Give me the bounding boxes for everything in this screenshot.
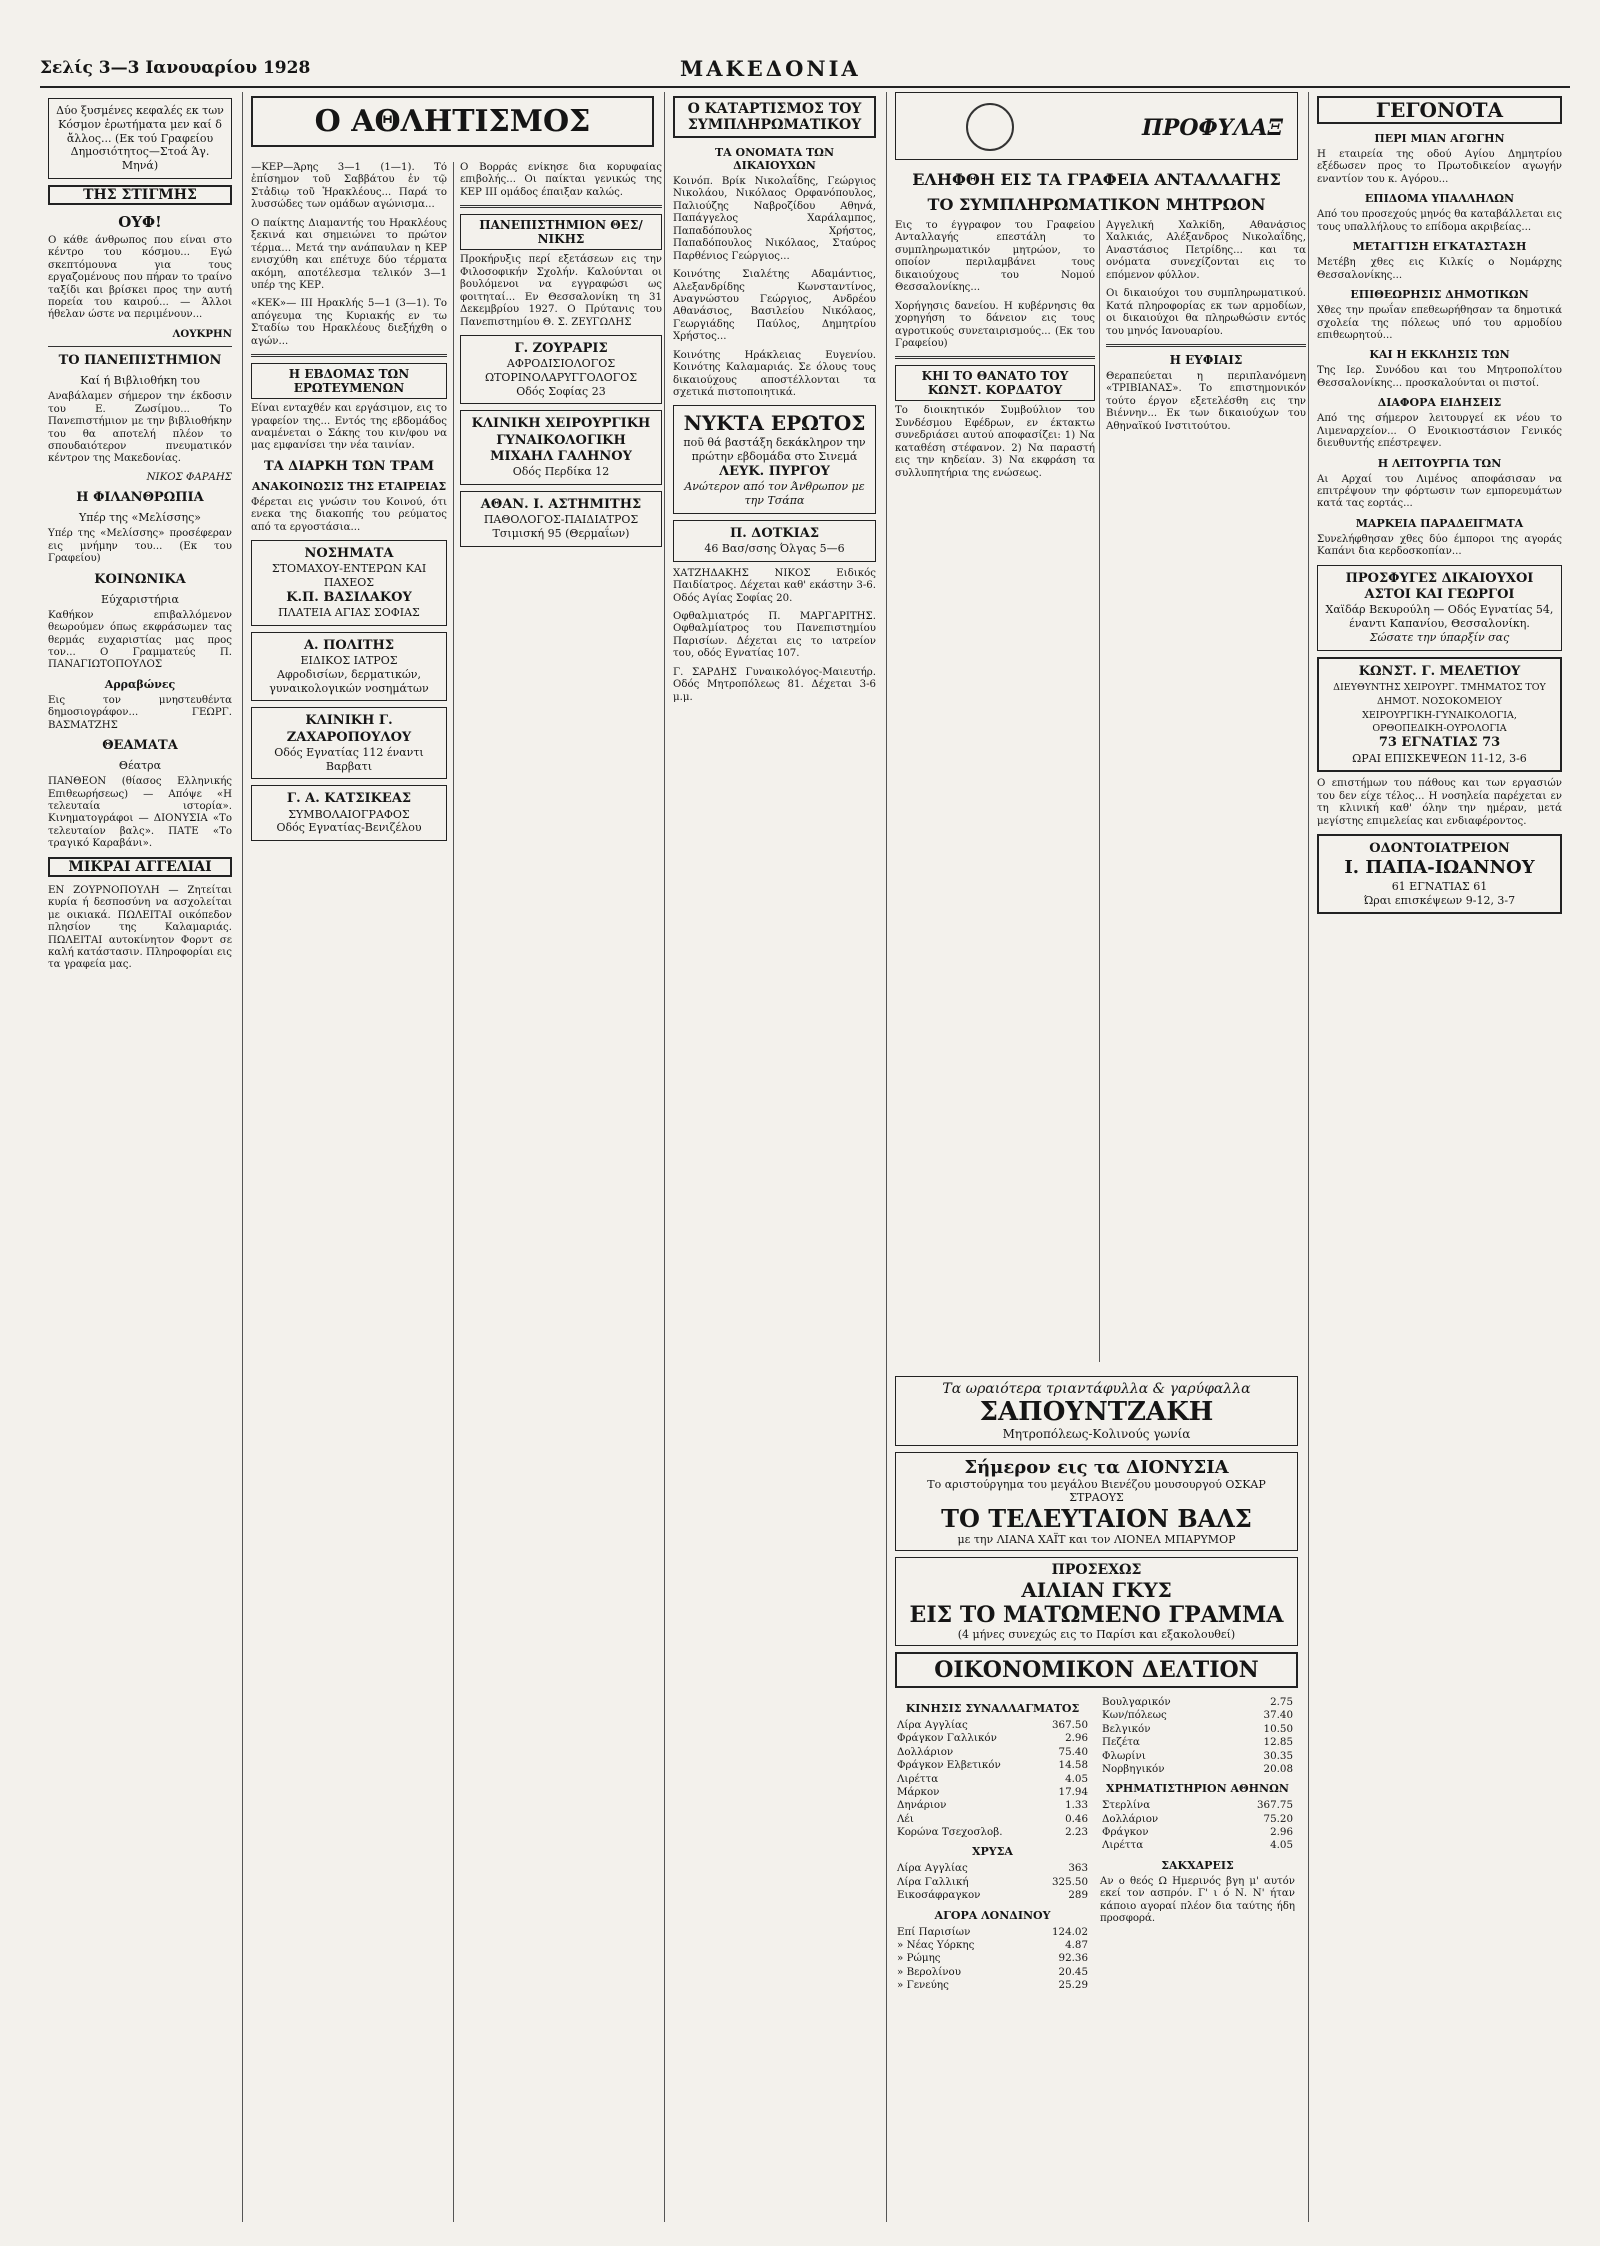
ad-zourarhs — [460, 335, 662, 405]
prosfyges-tagline: Σώσατε την ύπαρξίν σας — [1369, 630, 1510, 644]
rate-value: 20.08 — [1263, 1762, 1293, 1775]
masthead: ΜΑΚΕΔΟΝΙΑ — [680, 56, 861, 81]
prosfyges-body: Χαϊδάρ Βεκυρούλη — Οδός Εγνατίας 54, έναντι Καπανίου, Θεσσαλονίκη. — [1325, 603, 1554, 630]
zach-title: ΣΑΚΧΑΡΕΙΣ — [1161, 1858, 1234, 1872]
sun-icon — [966, 103, 1014, 151]
dion-subtitle: Το αριστούργημα του μεγάλου Βιενέζου μουσουργού ΟΣΚΑΡ ΣΤΡΑΟΥΣ — [927, 1478, 1266, 1504]
pros-movie: ΕΙΣ ΤΟ ΜΑΤΩΜΕΝΟ ΓΡΑΜΜΑ — [909, 1602, 1284, 1628]
rate-label: Νορβηγικόν — [1102, 1762, 1165, 1775]
kat-body-2: Κοινότης Σιαλέτης Αδαμάντιος, Αλεξανδρίδης Κωνσταντίνος, Αναγνώστου Γεώργιος, Ανδρέου Αθανάσιος, Βασιλείου Νικόλαος, Γεωργιάδης Παύλος, Δημητρίου Χρήστος... — [673, 269, 876, 343]
sports-body-2: Ο παίκτης Διαμαντής του Ηρακλέους ξεκινά και σημειώνει το πρώτον τέρμα... Μετά την ανάπαυλαν η ΚΕΡ ενισχύθη και επέτυχε δύο τέρματα ακόμη, αποτέλεσμα τελικόν 3—1 υπέρ της ΚΕΡ. — [251, 217, 447, 291]
g2-body: Από του προσεχούς μηνός θα καταβάλλεται εις τους υπαλλήλους το επίδομα ακριβείας... — [1317, 209, 1562, 233]
ad-astimitis-title: ΑΘΑΝ. Ι. ΑΣΤΗΜΙΤΗΣ — [480, 496, 642, 512]
rate-label: Εικοσάφραγκον — [897, 1889, 981, 1902]
stigmi-signature: ΛΟΥΚΡΗΝ — [172, 327, 232, 340]
rate-label: Φράγκον — [1102, 1826, 1149, 1838]
rate-value: 367.75 — [1256, 1799, 1293, 1812]
rate-row — [1100, 1709, 1295, 1722]
ad-kliniki — [460, 410, 662, 485]
rate-value: 289 — [1068, 1889, 1088, 1902]
col4-right — [1099, 220, 1306, 1362]
rate-label: Λίρα Γαλλική — [897, 1875, 969, 1888]
pros-name: ΑΙΛΙΑΝ ΓΚΥΣ — [1021, 1578, 1172, 1602]
rate-label: Κων/πόλεως — [1102, 1709, 1167, 1722]
g8-title: ΜΑΡΚΕΙΑ ΠΑΡΑΔΕΙΓΜΑΤΑ — [1355, 516, 1524, 530]
koin-subtitle: Εύχαριστήρια — [101, 592, 179, 606]
rate-value: 363 — [1068, 1862, 1088, 1875]
g6-title: ΔΙΑΦΟΡΑ ΕΙΔΗΣΕΙΣ — [1377, 396, 1502, 410]
ad-nyxta-erotos — [673, 405, 876, 513]
koin-title: ΚΟΙΝΩΝΙΚΑ — [94, 571, 186, 587]
ad-politis-title: Α. ΠΟΛΙΤΗΣ — [303, 637, 395, 653]
rate-value: 14.58 — [1058, 1759, 1088, 1772]
rate-label: Λιρέττα — [1102, 1839, 1144, 1852]
ebd-title: Η ΕΒΔΟΜΑΣ ΤΩΝ ΕΡΩΤΕΥΜΕΝΩΝ — [251, 363, 447, 399]
column-2 — [242, 92, 662, 2222]
odont-hours: Ώραι επισκέψεων 9-12, 3-7 — [1363, 893, 1516, 907]
pros-note: (4 μήνες συνεχώς εις το Παρίσι και εξακολουθεί) — [957, 1628, 1236, 1641]
pan-title: ΤΟ ΠΑΝΕΠΙΣΤΗΜΙΟΝ — [58, 353, 222, 369]
stigmi-body: Ο κάθε άνθρωπος που είναι στο κέντρο του κόσμου... Εγώ σκεπτόμουνα για τους εργαζομένους που πήραν το τραίνο ταξίδι και βρίσκει προς την αυτή πορεία του καιρού... — Άλλοι ήθελαν ώστε να περιμένουν... — [48, 234, 232, 321]
rate-row — [1100, 1736, 1295, 1749]
ad-zourarhs-sub: ΑΦΡΟΔΙΣΙΟΛΟΓΟΣ ΩΤΟΡΙΝΟΛΑΡΥΓΓΟΛΟΓΟΣ — [484, 357, 638, 384]
rate-label: Φλωρίνι — [1102, 1749, 1146, 1762]
thav-body: Το διοικητικόν Συμβούλιον του Συνδέσμου Εφέδρων, εν έκτακτω συνεδριάσει αυτού αποφασίζει: 1) Να καταθέση στέφανον. 2) Να παραστή εις την κηδείαν. 3) Να εκφράση τα συλλυπητήρια της ενώσεως. — [895, 405, 1095, 479]
ad-kliniki-title: ΚΛΙΝΙΚΗ ΧΕΙΡΟΥΡΓΙΚΗ ΓΥΝΑΙΚΟΛΟΓΙΚΗ — [471, 416, 651, 448]
dion-movie: ΤΟ ΤΕΛΕΥΤΑΙΟΝ ΒΑΛΣ — [941, 1504, 1252, 1533]
rate-row — [895, 1719, 1090, 1732]
ad-hatzidakis: ΧΑΤΖΗΔΑΚΗΣ ΝΙΚΟΣ Ειδικός Παιδίατρος. Δέχεται καθ' εκάστην 3-6. Οδός Αγίας Σοφίας 20. — [673, 567, 876, 604]
rate-row — [895, 1826, 1090, 1839]
arrav-body: Εις τον μνηστευθέντα δημοσιογράφον... ΓΕΩΡΓ. ΒΑΣΜΑΤΖΗΣ — [48, 694, 232, 731]
filo-title: Η ΦΙΛΑΝΘΡΩΠΙΑ — [76, 490, 204, 506]
pan-subtitle: Καί ή Βιβλιοθήκη του — [80, 374, 200, 388]
ad-zacharopoulos — [251, 707, 447, 779]
intro-text: Δύο ξυσμένες κεφαλές εκ των Κόσμον ἐρωτήματα μεν καί δ ἄλλος... (Εκ τού Γραφείου Δημοσιότητος—Στοά Άγ. Μηνά) — [56, 104, 224, 172]
nyxta-tagline: Ανώτερον από τον Άνθρωπον με την Τσάπα — [684, 480, 865, 507]
rate-value: 1.33 — [1065, 1799, 1088, 1812]
chr-title: ΧΡΥΣΑ — [972, 1845, 1013, 1859]
divider — [251, 354, 447, 357]
issue-date: Σελίς 3—3 Ιανουαρίου 1928 — [40, 58, 311, 78]
ad-astimitis-sub: ΠΑΘΟΛΟΓΟΣ-ΠΑΙΔΙΑΤΡΟΣ — [483, 513, 639, 527]
rate-row — [895, 1813, 1090, 1826]
ad-katsikeas-title: Γ. Α. ΚΑΤΣΙΚΕΑΣ — [286, 791, 412, 807]
rate-row — [895, 1799, 1090, 1812]
mikr-title: ΜΙΚΡΑΙ ΑΓΓΕΛΙΑΙ — [48, 857, 232, 877]
finance-right — [1100, 1696, 1295, 1932]
ad-dotkias-address: 46 Βασ/σσης Όλγας 5—6 — [704, 541, 845, 555]
mikr-body: ΕΝ ΖΟΥΡΝΟΠΟΥΛΗ — Ζητείται κυρία ή δεσποσύνη να ασχολείται με οικιακά. ΠΩΛΕΙΤΑΙ οικόπεδον πλησίον της Καλαμαριάς. ΠΩΛΕΙΤΑΙ αυτοκίνητον Φορντ σε καλή κατάστασιν. Πληροφορίαι εις τα γραφεία μας. — [48, 884, 232, 971]
rate-value: 2.75 — [1270, 1696, 1293, 1708]
rate-row — [895, 1979, 1090, 1992]
col5-body: Ο επιστήμων του πάθους και των εργασιών του δεν είχε τέλος... Η νοσηλεία παρέχεται εν τη κλινική καθ' όλην την ημέραν, μετά μεγίστης επιμελείας και ενδιαφέροντος. — [1317, 778, 1562, 827]
rate-value: 4.05 — [1065, 1772, 1088, 1785]
rate-value: 2.96 — [1065, 1732, 1088, 1745]
pros-title: ΠΡΟΣΕΧΩΣ — [1051, 1562, 1142, 1578]
rate-row — [895, 1966, 1090, 1979]
pan-signature: ΝΙΚΟΣ ΦΑΡΑΗΣ — [146, 471, 232, 483]
rate-label: Κορώνα Τσεχοσλοβ. — [897, 1826, 1003, 1838]
intro-box — [48, 98, 232, 179]
rate-row — [895, 1939, 1090, 1952]
ad-nosimata-sub: ΣΤΟΜΑΧΟΥ-ΕΝΤΕΡΩΝ ΚΑΙ ΠΑΧΕΟΣ — [271, 562, 427, 590]
ad-zourarhs-address: Οδός Σοφίας 23 — [516, 384, 606, 398]
column-4 — [886, 92, 1306, 2222]
rate-label: Φράγκον Ελβετικόν — [897, 1759, 1001, 1772]
efem-body: Θεραπεύεται η περιπλανόμενη «ΤΡΙΒΙΑΝΑΣ». Το επιστημονικόν τούτο έργον εξετελέσθη εις την Βιέννην... Εκ των δικαιούχων του Αθηναϊκού Ινστιτούτου. — [1106, 370, 1306, 432]
rate-label: Μάρκον — [897, 1785, 940, 1798]
ad-nosimata-address: ΠΛΑΤΕΙΑ ΑΓΙΑΣ ΣΟΦΙΑΣ — [278, 606, 420, 620]
column-1 — [40, 92, 240, 2222]
rate-row — [1100, 1723, 1295, 1736]
ad-sardis: Γ. ΣΑΡΔΗΣ Γυναικολόγος-Μαιευτήρ. Οδός Μητροπόλεως 81. Δέχεται 3-6 μ.μ. — [673, 666, 876, 703]
kat-body-1: Κοινόπ. Βρίκ Νικολαΐδης, Γεώργιος Νικολάου, Νικόλαος Ορφανόπουλος, Παλιούζης Ναβροζίδου Αθηνά, Παπάγγελος Χαράλαμπος, Παπαδόπουλος Χρήστος, Παπαδόπουλος Νικόλαος, Σταύρος Παρθένιος Γεώργιος... — [673, 176, 876, 262]
ebd-body: Είναι ενταχθέν και εργάσιμον, εις το γραφείον της... Εντός της εβδομάδος αναμένεται ο Σάκης του κιν/φου να μας εμφανίσει την νέα ταινίαν. — [251, 403, 447, 452]
ad-margaritis: Οφθαλμιατρός Π. ΜΑΡΓΑΡΙΤΗΣ. Οφθαλμίατρος του Πανεπιστημίου Παρισίων. Δέχεται εις το ιατρείον του, οδός Εγνατίας 107. — [673, 611, 876, 660]
rate-label: Δολλάριον — [897, 1745, 954, 1758]
rate-value: 124.02 — [1051, 1925, 1088, 1938]
elth-body-3: Χορήγησις δανείου. Η κυβέρνησις θα χορηγήση το δάνειον εις τους αγροτικούς συνεταιρισμούς... (Εκ του Γραφείου) — [895, 300, 1095, 349]
page-header — [40, 52, 1570, 88]
g5-body: Της Ιερ. Συνόδου και του Μητροπολίτου Θεσσαλονίκης... προσκαλούνται οι πιστοί. — [1317, 365, 1562, 389]
rate-row — [1100, 1826, 1295, 1839]
rate-value: 325.50 — [1051, 1875, 1088, 1888]
rate-row — [895, 1773, 1090, 1786]
dion-title: Σήμερον εις τα ΔΙΟΝΥΣΙΑ — [964, 1457, 1229, 1478]
odont-address: 61 ΕΓΝΑΤΙΑΣ 61 — [1391, 879, 1488, 893]
odont-title: ΟΔΟΝΤΟΙΑΤΡΕΙΟΝ — [1369, 841, 1510, 856]
column-5 — [1308, 92, 1570, 2222]
thav-title: ΚΗΙ ΤΟ ΘΑΝΑΤΟ ΤΟΥ ΚΩΝΣΤ. ΚΟΡΔΑΤΟΥ — [895, 365, 1095, 401]
gegonota-title: ΓΕΓΟΝΟΤΑ — [1317, 96, 1562, 124]
tram-subtitle: ΑΝΑΚΟΙΝΩΣΙΣ ΤΗΣ ΕΤΑΙΡΕΙΑΣ — [251, 479, 447, 493]
col4-bottom — [895, 1370, 1298, 2222]
rate-row — [1100, 1813, 1295, 1826]
arrav-title: Αρραβώνες — [104, 677, 176, 691]
elth-title: ΕΛΗΦΘΗ ΕΙΣ ΤΑ ΓΡΑΦΕΙΑ ΑΝΤΑΛΛΑΓΗΣ — [912, 170, 1281, 189]
efem-title: Η ΕΥΦΙΑΙΣ — [1169, 352, 1243, 367]
rate-value: 37.40 — [1263, 1709, 1293, 1722]
stigmi-subtitle: ΟΥΦ! — [118, 212, 162, 231]
rate-row — [1100, 1839, 1295, 1852]
rate-label: Φράγκον Γαλλικόν — [897, 1732, 997, 1745]
g3-body: Μετέβη χθες εις Κιλκίς ο Νομάρχης Θεσσαλονίκης... — [1317, 257, 1562, 281]
cur2-table — [1100, 1696, 1295, 1776]
rate-value: 12.85 — [1263, 1736, 1293, 1749]
ad-kliniki-address: Οδός Περδίκα 12 — [512, 465, 610, 479]
ad-prosexos — [895, 1557, 1298, 1646]
cur-table — [895, 1719, 1090, 1839]
rate-row — [895, 1786, 1090, 1799]
g3-title: ΜΕΤΑΓΓΙΣΗ ΕΓΚΑΤΑΣΤΑΣΗ — [1352, 240, 1527, 254]
rate-label: » Γενεύης — [897, 1979, 949, 1991]
divider — [895, 356, 1095, 359]
rate-label: Βουλγαρικόν — [1102, 1696, 1171, 1708]
rate-label: » Βερολίνου — [897, 1965, 962, 1978]
agor-table — [895, 1926, 1090, 1993]
rate-row — [895, 1759, 1090, 1772]
rate-value: 75.20 — [1263, 1812, 1293, 1825]
finance-left — [895, 1696, 1090, 1992]
rate-value: 367.50 — [1051, 1719, 1088, 1731]
xrim-title: ΧΡΗΜΑΤΙΣΤΗΡΙΟΝ ΑΘΗΝΩΝ — [1106, 1782, 1289, 1796]
meletiou-hours: ΩΡΑΙ ΕΠΙΣΚΕΨΕΩΝ 11-12, 3-6 — [1352, 751, 1527, 765]
ad-odontiatreion — [1317, 834, 1562, 914]
tram-title: ΤΑ ΔΙΑΡΚΗ ΤΩΝ ΤΡΑΜ — [263, 458, 434, 474]
rate-label: Δολλάριον — [1102, 1812, 1159, 1825]
ad-zacharopoulos-title: ΚΛΙΝΙΚΗ Γ. ΖΑΧΑΡΟΠΟΥΛΟΥ — [286, 713, 412, 745]
rate-label: Πεζέτα — [1102, 1736, 1140, 1749]
chr-table — [895, 1862, 1090, 1902]
filo-subtitle: Υπέρ της «Μελίσσης» — [79, 511, 201, 525]
divider — [48, 346, 232, 347]
ad-nosimata — [251, 540, 447, 626]
filo-body: Υπέρ της «Μελίσσης» προσέφεραν εις μνήμην του... (Εκ του Γραφείου) — [48, 528, 232, 565]
rate-row — [1100, 1799, 1295, 1812]
rate-row — [895, 1732, 1090, 1745]
rate-value: 4.87 — [1065, 1938, 1088, 1951]
rate-value: 4.05 — [1270, 1839, 1293, 1852]
rate-row — [1100, 1763, 1295, 1776]
ad-dionysia — [895, 1452, 1298, 1551]
rate-value: 2.96 — [1270, 1826, 1293, 1838]
rate-value: 75.40 — [1058, 1745, 1088, 1758]
rate-label: Λέι — [897, 1812, 914, 1825]
finance-area — [895, 1696, 1298, 2056]
ad-nosimata-name: Κ.Π. ΒΑΣΙΛΑΚΟΥ — [286, 589, 412, 605]
rate-value: 30.35 — [1263, 1749, 1293, 1762]
ad-katsikeas-sub: ΣΥΜΒΟΛΑΙΟΓΡΑΦΟΣ — [288, 807, 410, 821]
pan-body: Αναβάλαμεν σήμερον την έκδοσιν του Ε. Ζωσίμου... Το Πανεπιστήμιον με την βιβλιοθήκην του θα αποτελή πλέον το σπουδαιότερον πνευματικόν κέντρον της Μακεδονίας. — [48, 391, 232, 465]
g4-body: Χθες την πρωΐαν επεθεωρήθησαν τα δημοτικά σχολεία της πόλεως υπό του αρμοδίου επιθεωρητού... — [1317, 305, 1562, 341]
meletiou-address: 73 ΕΓΝΑΤΙΑΣ 73 — [1378, 735, 1501, 751]
sap-address: Μητροπόλεως-Κολινούς γωνία — [1002, 1427, 1191, 1441]
banner-title: ΠΡΟΦΥΛΑΞ — [1142, 115, 1283, 141]
rate-value: 2.23 — [1065, 1826, 1088, 1838]
rate-label: Βελγικόν — [1102, 1722, 1151, 1735]
rate-value: 92.36 — [1058, 1952, 1088, 1965]
g8-body: Συνελήφθησαν χθες δύο έμποροι της αγοράς Καπάνι δια κερδοσκοπίαν... — [1317, 533, 1562, 558]
profylax-banner — [895, 92, 1298, 160]
elth-body-1: Εις το έγγραφον του Γραφείου Ανταλλαγής επεστάλη το συμπληρωματικόν μητρώον, το οποίον περιλαμβάνει τους δικαιούχους του Νομού Θεσσαλονίκης... — [895, 220, 1095, 294]
elth-body-2: Αγγελική Χαλκίδη, Αθανάσιος Χαλκιάς, Αλέξανδρος Νικολαΐδης, Αναστάσιος Πετρίδης... και τα ονόματα συνεχίζονται εις το επόμενον φύλλον. — [1106, 220, 1306, 281]
rate-row — [895, 1952, 1090, 1965]
nyxta-cinema: ΛΕΥΚ. ΠΥΡΓΟΥ — [719, 463, 830, 479]
theam-title: ΘΕΑΜΑΤΑ — [102, 738, 178, 754]
elth-body-4: Οι δικαιούχοι του συμπληρωματικού. Κατά πληροφορίας εκ των αρμοδίων, οι δικαιούχοι θα πληρωθώσιν εντός του μηνός Ιανουαρίου. — [1106, 288, 1306, 337]
rate-value: 17.94 — [1058, 1785, 1088, 1798]
column-3 — [664, 92, 884, 2222]
prosfyges-title: ΠΡΟΣΦΥΓΕΣ ΔΙΚΑΙΟΥΧΟΙ — [1345, 570, 1534, 586]
ad-politis — [251, 632, 447, 702]
rate-row — [1100, 1750, 1295, 1763]
zach-body: Αν ο θεός Ω Ημερινός βγη μ' αυτόν εκεί τον ασπρόν. Γ' ι ό Ν. Ν' ήταν κάποιο αγοραί πλέον δια ταύτης ήδη προσφορά. — [1100, 1875, 1295, 1925]
ad-dotkias-title: Π. ΔΟΤΚΙΑΣ — [729, 525, 820, 541]
elth-subtitle: ΤΟ ΣΥΜΠΛΗΡΩΜΑΤΙΚΟΝ ΜΗΤΡΩΟΝ — [927, 195, 1266, 214]
rate-row — [895, 1746, 1090, 1759]
ad-nosimata-title: ΝΟΣΗΜΑΤΑ — [304, 546, 394, 562]
rate-row — [895, 1862, 1090, 1875]
theam-body: ΠΑΝΘΕΟΝ (θίασος Ελληνικής Επιθεωρήσεως) — Απόψε «Η τελευταία ιστορία». Κινηματογράφοι — ΔΙΟΝΥΣΙΑ «Το τελευταίον βαλς». ΠΑΤΕ «Το τραγικό Καραβάνι». — [48, 776, 232, 850]
rate-label: » Ρώμης — [897, 1952, 941, 1965]
kat-body-3: Κοινότης Ηράκλειας Ευγενίου. Κοινότης Καλαμαριάς. Σε όλους τους δικαιούχους αποστέλλονται τα σχετικά πιστοποιητικά. — [673, 349, 876, 398]
rate-label: Λίρα Αγγλίας — [897, 1719, 968, 1731]
rate-row — [895, 1889, 1090, 1902]
nyxta-title: ΝΥΚΤΑ ΕΡΩΤΟΣ — [683, 411, 866, 436]
g1-title: ΠΕΡΙ ΜΙΑΝ ΑΓΩΓΗΝ — [1374, 132, 1505, 145]
divider — [460, 205, 662, 208]
ad-meletiou — [1317, 657, 1562, 773]
g5-title: ΚΑΙ Η ΕΚΚΛΗΣΙΣ ΤΩΝ — [1369, 348, 1510, 362]
sports-body-1: —ΚΕΡ—Άρης 3—1 (1—1). Τό ἐπίσημον τοῦ Σαββάτου ἐν τῷ Στἀδιῳ τοῦ Ἡρακλέους... Παρά το λυσσώδες των ομάδων αγώνισμα... — [251, 162, 447, 211]
g6-body: Από της σήμερον λειτουργεί εκ νέου το Λιμεναρχείον... Ο Ενοικιοστάσιον Γενικός διευθυντής επέστρεψεν. — [1317, 413, 1562, 450]
kat-title: Ο ΚΑΤΑΡΤΙΣΜΟΣ ΤΟΥ ΣΥΜΠΛΗΡΩΜΑΤΙΚΟΥ — [673, 96, 876, 138]
g7-title: Η ΛΕΙΤΟΥΡΓΙΑ ΤΩΝ — [1377, 456, 1502, 470]
rate-label: Λίρα Αγγλίας — [897, 1862, 968, 1875]
col2-right — [453, 162, 662, 2222]
g4-title: ΕΠΙΘΕΩΡΗΣΙΣ ΔΗΜΟΤΙΚΩΝ — [1350, 288, 1529, 302]
ad-sapountzakis — [895, 1376, 1298, 1446]
rate-value: 20.45 — [1058, 1965, 1088, 1978]
rate-value: 25.29 — [1058, 1979, 1088, 1991]
ad-politis-sub: ΕΙΔΙΚΟΣ ΙΑΤΡΟΣ — [300, 654, 398, 668]
pan-th-title: ΠΑΝΕΠΙΣΤΗΜΙΟΝ ΘΕΣ/ΝΙΚΗΣ — [460, 214, 662, 250]
meletiou-title: ΚΩΝΣΤ. Γ. ΜΕΛΕΤΙΟΥ — [1358, 663, 1521, 679]
rate-label: Επί Παρισίων — [897, 1925, 971, 1938]
g2-title: ΕΠΙΔΟΜΑ ΥΠΑΛΛΗΛΩΝ — [1364, 192, 1515, 206]
theam-subtitle: Θέατρα — [118, 759, 162, 773]
agor-title: ΑΓΟΡΑ ΛΟΝΔΙΝΟΥ — [934, 1908, 1051, 1922]
xrim-table — [1100, 1799, 1295, 1853]
sports-title: Ο ΑΘΛΗΤΙΣΜΟΣ — [251, 96, 654, 147]
ad-dotkias — [673, 520, 876, 562]
ad-katsikeas — [251, 785, 447, 841]
ad-politis-desc: Αφροδισίων, δερματικών, γυναικολογικών νοσημάτων — [269, 667, 429, 695]
rate-label: Στερλίνα — [1102, 1799, 1151, 1812]
ad-zacharopoulos-address: Οδός Εγνατίας 112 έναντι Βαρβατι — [274, 745, 424, 773]
meletiou-desc: ΧΕΙΡΟΥΡΓΙΚΗ-ΓΥΝΑΙΚΟΛΟΓΙΑ, ΟΡΘΟΠΕΔΙΚΗ-ΟΥΡΟΛΟΓΙΑ — [1362, 709, 1517, 735]
rate-label: Δηνάριον — [897, 1799, 947, 1812]
odont-name: Ι. ΠΑΠΑ-ΙΩΑΝΝΟΥ — [1344, 857, 1535, 879]
prosfyges-subtitle: ΑΣΤΟΙ ΚΑΙ ΓΕΩΡΓΟΙ — [1364, 587, 1515, 602]
nyxta-body: ποῦ θά βαστάξη δεκάκληρον την πρώτην εβδομάδα στο Σινεμά — [683, 436, 866, 464]
kat-subtitle: ΤΑ ΟΝΟΜΑΤΑ ΤΩΝ ΔΙΚΑΙΟΥΧΩΝ — [714, 146, 835, 172]
col2-left — [251, 162, 447, 2222]
sap-line-1: Τα ωραιότερα τριαντάφυλλα & γαρύφαλλα — [942, 1381, 1251, 1397]
cur-title: ΚΙΝΗΣΙΣ ΣΥΝΑΛΛΑΓΜΑΤΟΣ — [905, 1702, 1080, 1715]
ad-astimitis — [460, 491, 662, 547]
ad-astimitis-address: Τσιμισκή 95 (Θερμαΐων) — [492, 526, 630, 540]
g7-body: Αι Αρχαί του Λιμένος αποφάσισαν να επιτρέψουν την φόρτωσιν των εμπορευμάτων κατά τας εορτάς... — [1317, 473, 1562, 510]
meletiou-subtitle: ΔΙΕΥΘΥΝΤΗΣ ΧΕΙΡΟΥΡΓ. ΤΜΗΜΑΤΟΣ ΤΟΥ ΔΗΜΟΤ. ΝΟΣΟΚΟΜΕΙΟΥ — [1333, 681, 1546, 707]
rate-label: Λιρέττα — [897, 1772, 939, 1785]
tram-body: Φέρεται εις γνώσιν του Κοινού, ότι ενεκα της διακοπής του ρεύματος από τα εργοστάσια... — [251, 496, 447, 533]
rate-label: » Νέας Υόρκης — [897, 1938, 975, 1951]
col4-left — [895, 220, 1095, 1362]
sap-name: ΣΑΠΟΥΝΤΖΑΚΗ — [979, 1397, 1214, 1427]
rate-value: 10.50 — [1263, 1722, 1293, 1735]
ad-prosfyges — [1317, 565, 1562, 651]
ad-kliniki-name: ΜΙΧΑΗΛ ΓΑΛΗΝΟΥ — [490, 448, 632, 464]
rate-row — [895, 1926, 1090, 1939]
rate-row — [1100, 1696, 1295, 1709]
stigmi-title: ΤΗΣ ΣΤΙΓΜΗΣ — [48, 185, 232, 205]
g1-body: Η εταιρεία της οδού Αγίου Δημητρίου εξέδωσεν προς το Πρωτοδικείον αγωγήν εναντίον του κ. Αγόρου... — [1317, 149, 1562, 185]
rate-value: 0.46 — [1065, 1812, 1088, 1825]
rate-row — [895, 1876, 1090, 1889]
ad-zourarhs-title: Γ. ΖΟΥΡΑΡΙΣ — [514, 340, 608, 356]
pan-th-body: Προκήρυξις περί εξετάσεων εις την Φιλοσοφικήν Σχολήν. Καλούνται οι βουλόμενοι να εγγραφώσι ως φοιτηταί... Εν Θεσσαλονίκη τη 31 Δεκεμβρίου 1927. Ο Πρύτανις του Πανεπιστημίου Θ. Σ. ΖΕΥΓΩΛΗΣ — [460, 254, 662, 328]
koin-body: Καθήκον επιβαλλόμενον θεωρούμεν όπως εκφράσωμεν τας θερμάς ευχαριστίας μας προς τον... Ο Γραμματεύς Π. ΠΑΝΑΓΙΩΤΟΠΟΥΛΟΣ — [48, 609, 232, 671]
ad-katsikeas-address: Οδός Εγνατίας-Βενιζέλου — [276, 821, 422, 835]
dion-cast: με την ΛΙΑΝΑ ΧΑΪΤ και τον ΛΙΟΝΕΛ ΜΠΑΡΥΜΟΡ — [957, 1533, 1236, 1546]
sports-body-4: Ο Βορράς ενίκησε δια κορυφαίας επιβολής... Οι παίκται γενικώς της ΚΕΡ ΙΙΙ ομάδος έπαιξαν καλώς. — [460, 162, 662, 198]
divider — [1106, 344, 1306, 347]
oik-title: ΟΙΚΟΝΟΜΙΚΟΝ ΔΕΛΤΙΟΝ — [895, 1652, 1298, 1688]
sports-body-3: «ΚΕΚ»— ΙΙΙ Ηρακλής 5—1 (3—1). Το απόγευμα της Κυριακής εν τω Σταδίω του Ηρακλέους διεξήχθη ο αγών... — [251, 298, 447, 347]
